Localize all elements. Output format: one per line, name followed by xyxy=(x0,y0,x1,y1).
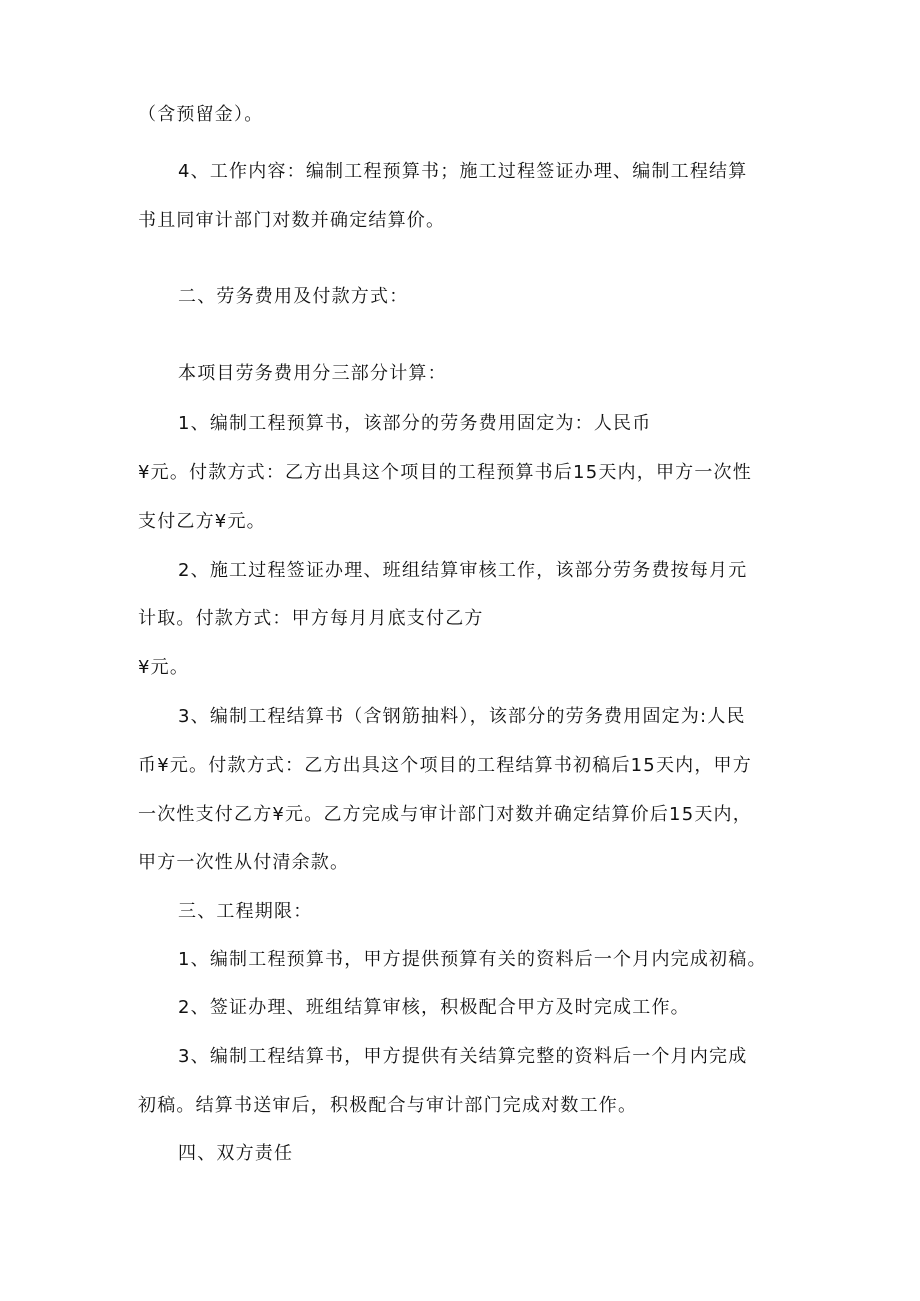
text-line: 一次性支付乙方¥元。乙方完成与审计部门对数并确定结算价后15天内， xyxy=(138,804,752,825)
text-line: 初稿。结算书送审后，积极配合与审计部门完成对数工作。 xyxy=(138,1095,638,1116)
text-line: 书且同审计部门对数并确定结算价。 xyxy=(138,210,446,231)
text-line: 4、工作内容：编制工程预算书；施工过程签证办理、编制工程结算 xyxy=(178,161,748,182)
text-line: 3、编制工程结算书，甲方提供有关结算完整的资料后一个月内完成 xyxy=(178,1046,748,1067)
text-line: ¥元。 xyxy=(138,657,190,678)
text-line: 币¥元。付款方式：乙方出具这个项目的工程结算书初稿后15天内，甲方 xyxy=(138,755,752,776)
section-heading: 二、劳务费用及付款方式： xyxy=(178,286,409,307)
text-line: 本项目劳务费用分三部分计算： xyxy=(178,363,447,384)
section-heading: 四、双方责任 xyxy=(178,1143,294,1164)
text-line: 1、编制工程预算书，甲方提供预算有关的资料后一个月内完成初稿。 xyxy=(178,949,767,970)
text-line: 1、编制工程预算书，该部分的劳务费用固定为：人民币 xyxy=(178,413,652,434)
text-line: 2、签证办理、班组结算审核，积极配合甲方及时完成工作。 xyxy=(178,997,690,1018)
text-line: 甲方一次性从付清余款。 xyxy=(138,852,350,873)
text-line: 计取。付款方式：甲方每月月底支付乙方 xyxy=(138,608,484,629)
text-line: 3、编制工程结算书（含钢筋抽料），该部分的劳务费用固定为:人民 xyxy=(178,706,746,727)
text-line: （含预留金）。 xyxy=(138,104,264,125)
text-line: ¥元。付款方式：乙方出具这个项目的工程预算书后15天内，甲方一次性 xyxy=(138,462,752,483)
text-line: 支付乙方¥元。 xyxy=(138,511,266,532)
section-heading: 三、工程期限： xyxy=(178,901,313,922)
text-line: 2、施工过程签证办理、班组结算审核工作，该部分劳务费按每月元 xyxy=(178,560,748,581)
